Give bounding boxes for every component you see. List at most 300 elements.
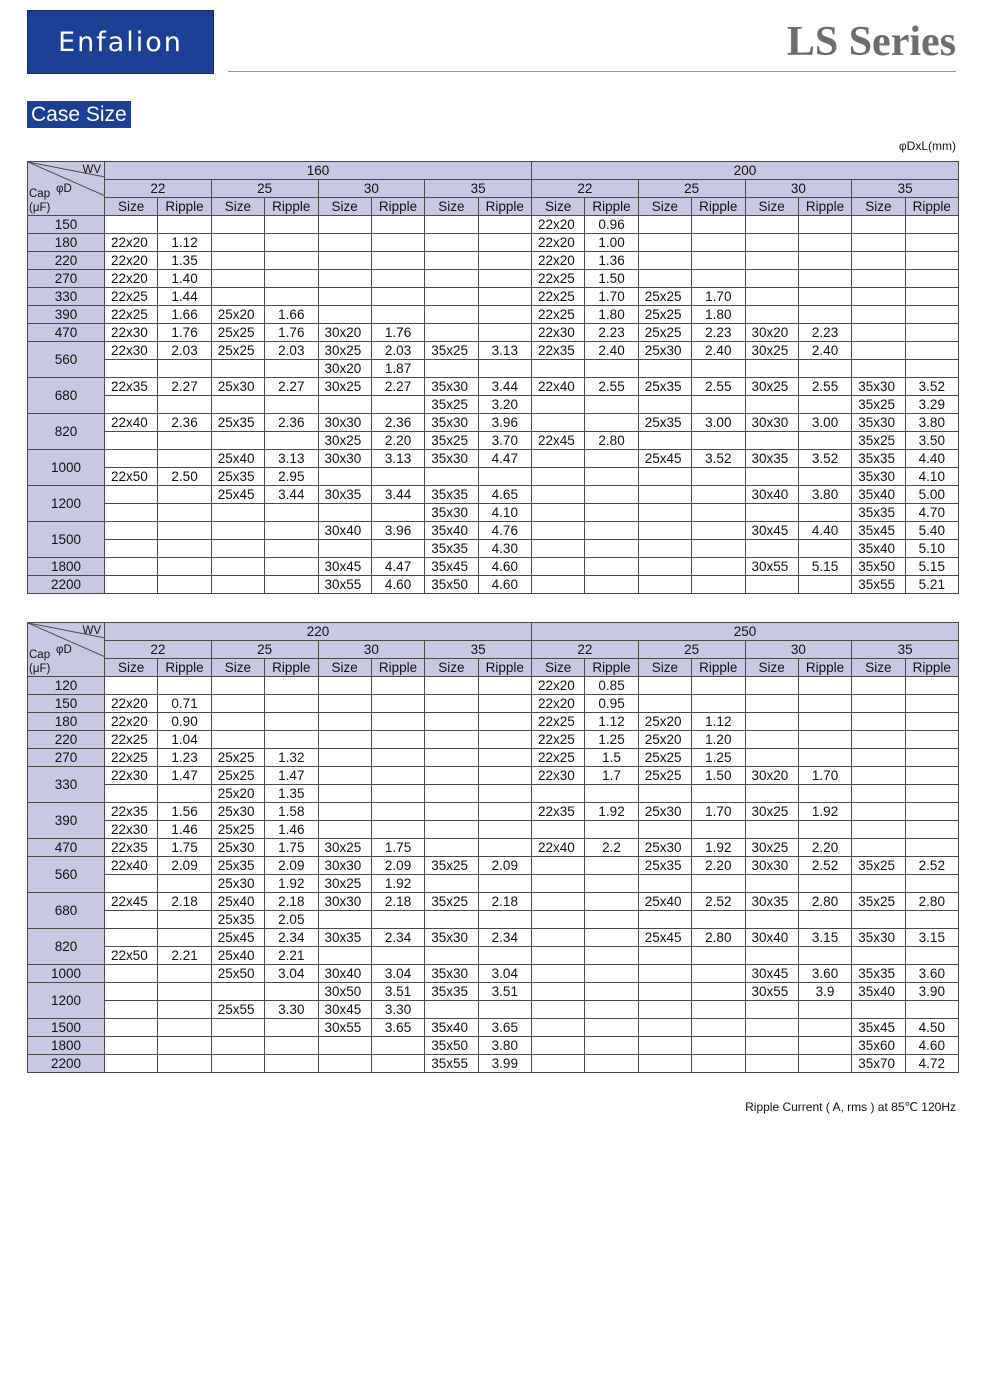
ripple-cell xyxy=(371,1037,424,1055)
ripple-cell xyxy=(585,468,638,486)
case-size-cell: 30x45 xyxy=(745,965,798,983)
case-size-cell: 35x25 xyxy=(425,342,478,360)
ripple-cell: 0.90 xyxy=(158,713,211,731)
case-size-cell: 22x25 xyxy=(105,288,158,306)
case-size-cell: 35x55 xyxy=(852,576,905,594)
case-size-cell xyxy=(852,803,905,821)
case-size-cell: 25x25 xyxy=(211,749,264,767)
case-size-cell xyxy=(318,396,371,414)
ripple-cell xyxy=(371,540,424,558)
case-size-cell: 22x25 xyxy=(532,288,585,306)
ripple-cell: 3.96 xyxy=(478,414,531,432)
case-size-cell xyxy=(532,522,585,540)
ripple-cell xyxy=(158,450,211,468)
ripple-cell: 2.95 xyxy=(265,468,318,486)
case-size-cell xyxy=(318,713,371,731)
case-size-cell xyxy=(745,749,798,767)
case-size-cell: 25x30 xyxy=(638,839,691,857)
case-size-cell xyxy=(638,486,691,504)
ripple-cell: 1.46 xyxy=(265,821,318,839)
ripple-cell xyxy=(798,234,851,252)
case-size-cell xyxy=(318,749,371,767)
case-size-cell xyxy=(105,504,158,522)
case-size-cell: 35x30 xyxy=(852,929,905,947)
capacitance-cell: 390 xyxy=(28,803,105,839)
case-size-cell xyxy=(745,1037,798,1055)
ripple-cell: 4.40 xyxy=(905,450,958,468)
ripple-cell: 3.30 xyxy=(371,1001,424,1019)
table-row xyxy=(28,540,959,558)
ripple-cell: 1.46 xyxy=(158,821,211,839)
case-size-cell xyxy=(425,767,478,785)
case-size-cell: 30x30 xyxy=(745,414,798,432)
corner-unit-label: (μF) xyxy=(29,663,51,675)
ripple-cell xyxy=(585,983,638,1001)
case-size-cell xyxy=(532,1019,585,1037)
ripple-cell xyxy=(265,270,318,288)
case-size-cell xyxy=(638,504,691,522)
ripple-cell: 2.52 xyxy=(692,893,745,911)
case-size-cell xyxy=(211,713,264,731)
header-divider xyxy=(228,71,956,72)
ripple-cell xyxy=(478,911,531,929)
case-size-cell: 25x20 xyxy=(211,306,264,324)
ripple-cell: 3.15 xyxy=(905,929,958,947)
ripple-cell: 2.80 xyxy=(585,432,638,450)
ripple-cell: 5.00 xyxy=(905,486,958,504)
case-size-cell xyxy=(532,893,585,911)
ripple-cell xyxy=(158,486,211,504)
size-column-header: Size xyxy=(425,198,478,216)
ripple-cell xyxy=(478,785,531,803)
ripple-cell xyxy=(478,252,531,270)
capacitance-cell: 680 xyxy=(28,893,105,929)
case-size-cell xyxy=(211,216,264,234)
ripple-cell xyxy=(905,270,958,288)
case-size-cell: 22x25 xyxy=(105,731,158,749)
case-size-cell xyxy=(425,749,478,767)
case-size-cell xyxy=(852,677,905,695)
case-size-cell xyxy=(105,1055,158,1073)
ripple-cell xyxy=(478,234,531,252)
case-size-cell xyxy=(425,695,478,713)
case-size-cell xyxy=(638,558,691,576)
ripple-cell xyxy=(798,749,851,767)
case-size-cell: 22x25 xyxy=(105,306,158,324)
case-size-cell xyxy=(105,540,158,558)
table-row xyxy=(28,731,959,749)
case-size-cell: 22x20 xyxy=(532,695,585,713)
case-size-cell xyxy=(852,767,905,785)
case-size-cell xyxy=(318,234,371,252)
ripple-cell xyxy=(905,324,958,342)
ripple-column-header: Ripple xyxy=(371,659,424,677)
case-size-cell: 22x30 xyxy=(105,324,158,342)
case-size-cell xyxy=(105,396,158,414)
ripple-cell: 1.23 xyxy=(158,749,211,767)
case-size-cell: 30x40 xyxy=(745,929,798,947)
ripple-cell xyxy=(692,821,745,839)
ripple-cell xyxy=(905,677,958,695)
case-size-cell xyxy=(318,1055,371,1073)
ripple-cell xyxy=(585,522,638,540)
capacitance-cell: 680 xyxy=(28,378,105,414)
ripple-cell: 2.55 xyxy=(798,378,851,396)
case-size-cell xyxy=(105,450,158,468)
ripple-cell xyxy=(692,576,745,594)
diameter-header: 25 xyxy=(638,180,745,198)
ripple-cell xyxy=(692,785,745,803)
ripple-cell: 2.18 xyxy=(371,893,424,911)
ripple-cell xyxy=(692,468,745,486)
table-row xyxy=(28,414,959,432)
case-size-cell xyxy=(105,360,158,378)
size-column-header: Size xyxy=(318,198,371,216)
case-size-cell xyxy=(745,540,798,558)
ripple-cell: 2.09 xyxy=(371,857,424,875)
ripple-cell: 1.12 xyxy=(585,713,638,731)
case-size-cell: 35x45 xyxy=(852,1019,905,1037)
case-size-cell: 35x25 xyxy=(852,857,905,875)
table-row xyxy=(28,522,959,540)
ripple-cell: 1.70 xyxy=(798,767,851,785)
capacitance-cell: 180 xyxy=(28,234,105,252)
case-size-cell: 30x35 xyxy=(745,450,798,468)
ripple-cell xyxy=(158,929,211,947)
case-size-cell: 35x30 xyxy=(425,450,478,468)
ripple-cell: 1.76 xyxy=(158,324,211,342)
ripple-cell: 2.40 xyxy=(585,342,638,360)
case-size-cell xyxy=(638,1037,691,1055)
case-size-cell xyxy=(211,983,264,1001)
table-row xyxy=(28,911,959,929)
section-title: Case Size xyxy=(27,101,131,128)
ripple-cell xyxy=(798,1001,851,1019)
table-row xyxy=(28,983,959,1001)
case-size-cell: 22x25 xyxy=(532,749,585,767)
case-size-cell xyxy=(745,677,798,695)
case-size-cell xyxy=(852,324,905,342)
case-size-cell xyxy=(211,432,264,450)
case-size-cell xyxy=(745,875,798,893)
case-size-cell: 25x45 xyxy=(211,486,264,504)
brand-logo-text: Enfalion xyxy=(58,26,183,58)
ripple-cell xyxy=(265,360,318,378)
ripple-cell: 2.21 xyxy=(158,947,211,965)
table-row xyxy=(28,486,959,504)
case-size-cell xyxy=(211,252,264,270)
case-size-cell xyxy=(532,468,585,486)
ripple-cell xyxy=(371,252,424,270)
ripple-cell xyxy=(265,713,318,731)
ripple-cell xyxy=(798,216,851,234)
capacitance-cell: 270 xyxy=(28,270,105,288)
ripple-cell: 3.80 xyxy=(905,414,958,432)
ripple-cell: 1.12 xyxy=(158,234,211,252)
ripple-cell: 1.44 xyxy=(158,288,211,306)
size-column-header: Size xyxy=(318,659,371,677)
ripple-cell xyxy=(478,767,531,785)
capacitance-cell: 820 xyxy=(28,929,105,965)
ripple-cell xyxy=(265,731,318,749)
case-size-cell xyxy=(105,983,158,1001)
ripple-cell xyxy=(158,396,211,414)
ripple-cell: 1.92 xyxy=(692,839,745,857)
ripple-cell: 3.65 xyxy=(478,1019,531,1037)
case-size-cell: 35x35 xyxy=(425,540,478,558)
table-row xyxy=(28,234,959,252)
case-size-cell: 22x50 xyxy=(105,947,158,965)
ripple-cell xyxy=(692,911,745,929)
case-size-cell xyxy=(532,450,585,468)
ripple-cell: 1.92 xyxy=(585,803,638,821)
ripple-cell: 1.75 xyxy=(158,839,211,857)
ripple-cell xyxy=(798,468,851,486)
table-row xyxy=(28,713,959,731)
case-size-cell: 25x35 xyxy=(211,911,264,929)
case-size-cell xyxy=(105,1019,158,1037)
ripple-cell: 2.18 xyxy=(478,893,531,911)
capacitance-cell: 2200 xyxy=(28,576,105,594)
ripple-cell: 4.10 xyxy=(478,504,531,522)
ripple-cell: 3.15 xyxy=(798,929,851,947)
table-row xyxy=(28,504,959,522)
case-size-cell xyxy=(105,875,158,893)
ripple-cell xyxy=(158,522,211,540)
ripple-cell xyxy=(905,342,958,360)
ripple-cell xyxy=(798,540,851,558)
ripple-cell xyxy=(905,306,958,324)
case-size-cell xyxy=(425,270,478,288)
case-size-cell: 25x55 xyxy=(211,1001,264,1019)
ripple-cell xyxy=(585,558,638,576)
case-size-cell xyxy=(425,252,478,270)
ripple-cell xyxy=(158,540,211,558)
ripple-cell xyxy=(158,576,211,594)
ripple-cell xyxy=(692,396,745,414)
ripple-cell xyxy=(478,821,531,839)
ripple-cell: 1.7 xyxy=(585,767,638,785)
ripple-cell: 4.40 xyxy=(798,522,851,540)
case-size-cell: 22x35 xyxy=(105,803,158,821)
ripple-cell xyxy=(585,875,638,893)
ripple-cell xyxy=(265,677,318,695)
ripple-column-header: Ripple xyxy=(798,198,851,216)
case-size-cell xyxy=(745,911,798,929)
ripple-cell xyxy=(478,713,531,731)
case-size-cell: 35x40 xyxy=(852,983,905,1001)
case-size-cell: 22x20 xyxy=(532,234,585,252)
case-size-cell xyxy=(105,486,158,504)
table-row xyxy=(28,324,959,342)
case-size-cell: 35x35 xyxy=(852,450,905,468)
case-size-cell xyxy=(638,965,691,983)
capacitance-cell: 270 xyxy=(28,749,105,767)
table-row xyxy=(28,468,959,486)
ripple-cell: 4.70 xyxy=(905,504,958,522)
case-size-cell: 25x30 xyxy=(638,803,691,821)
case-size-cell: 35x25 xyxy=(852,396,905,414)
capacitance-cell: 1500 xyxy=(28,1019,105,1037)
case-size-cell: 25x35 xyxy=(211,468,264,486)
ripple-cell xyxy=(905,785,958,803)
case-size-cell: 22x25 xyxy=(532,306,585,324)
case-size-cell: 30x35 xyxy=(318,486,371,504)
ripple-cell xyxy=(692,1019,745,1037)
case-size-cell: 35x50 xyxy=(425,576,478,594)
ripple-cell xyxy=(692,504,745,522)
case-size-cell: 22x45 xyxy=(105,893,158,911)
diameter-header: 30 xyxy=(745,180,852,198)
ripple-cell xyxy=(798,1019,851,1037)
corner-unit-label: (μF) xyxy=(29,202,51,214)
ripple-cell: 2.18 xyxy=(265,893,318,911)
case-size-cell xyxy=(638,785,691,803)
case-size-cell xyxy=(105,929,158,947)
case-size-cell xyxy=(852,306,905,324)
ripple-cell: 2.55 xyxy=(585,378,638,396)
ripple-cell xyxy=(692,540,745,558)
ripple-cell xyxy=(905,216,958,234)
ripple-cell: 1.00 xyxy=(585,234,638,252)
case-size-cell: 30x25 xyxy=(745,378,798,396)
case-size-cell: 22x30 xyxy=(105,767,158,785)
table-row xyxy=(28,252,959,270)
ripple-cell xyxy=(478,306,531,324)
ripple-cell: 2.03 xyxy=(265,342,318,360)
ripple-cell xyxy=(265,1037,318,1055)
case-size-cell xyxy=(638,432,691,450)
case-size-cell xyxy=(532,983,585,1001)
case-size-cell: 22x50 xyxy=(105,468,158,486)
case-size-cell xyxy=(852,288,905,306)
ripple-cell: 2.36 xyxy=(158,414,211,432)
case-size-cell xyxy=(105,677,158,695)
case-size-cell xyxy=(318,270,371,288)
case-size-cell: 25x20 xyxy=(638,713,691,731)
ripple-cell: 2.80 xyxy=(692,929,745,947)
case-size-cell: 30x45 xyxy=(745,522,798,540)
ripple-cell xyxy=(371,821,424,839)
ripple-cell xyxy=(585,414,638,432)
case-size-cell: 25x35 xyxy=(638,857,691,875)
case-size-cell: 30x25 xyxy=(318,342,371,360)
table-row xyxy=(28,270,959,288)
ripple-cell xyxy=(478,468,531,486)
case-size-cell xyxy=(211,1055,264,1073)
case-size-cell xyxy=(318,731,371,749)
ripple-cell xyxy=(265,216,318,234)
ripple-cell xyxy=(158,360,211,378)
case-size-cell: 35x30 xyxy=(852,378,905,396)
ripple-cell xyxy=(265,396,318,414)
case-size-cell: 30x40 xyxy=(745,486,798,504)
ripple-cell: 3.70 xyxy=(478,432,531,450)
ripple-cell: 2.23 xyxy=(585,324,638,342)
ripple-cell xyxy=(158,432,211,450)
case-size-cell: 30x20 xyxy=(745,767,798,785)
ripple-cell xyxy=(265,558,318,576)
case-size-cell xyxy=(425,875,478,893)
corner-cap-label: Cap xyxy=(29,188,51,200)
brand-logo xyxy=(27,10,214,74)
ripple-cell: 4.65 xyxy=(478,486,531,504)
table-row xyxy=(28,432,959,450)
ripple-column-header: Ripple xyxy=(585,198,638,216)
ripple-cell: 1.25 xyxy=(585,731,638,749)
ripple-cell: 1.12 xyxy=(692,713,745,731)
case-size-cell xyxy=(852,875,905,893)
case-size-cell xyxy=(852,342,905,360)
ripple-cell xyxy=(265,576,318,594)
voltage-header: 160 xyxy=(105,162,532,180)
diameter-header: 22 xyxy=(105,180,212,198)
ripple-cell: 2.03 xyxy=(371,342,424,360)
diameter-header: 35 xyxy=(425,641,532,659)
ripple-cell xyxy=(905,695,958,713)
case-size-cell: 30x30 xyxy=(318,893,371,911)
ripple-cell: 3.52 xyxy=(692,450,745,468)
table-corner-header xyxy=(28,162,105,216)
ripple-cell: 3.52 xyxy=(905,378,958,396)
case-size-cell xyxy=(425,731,478,749)
case-size-cell: 30x25 xyxy=(318,875,371,893)
case-size-cell xyxy=(211,695,264,713)
capacitance-cell: 1000 xyxy=(28,965,105,983)
ripple-cell xyxy=(798,252,851,270)
ripple-cell: 2.09 xyxy=(478,857,531,875)
case-size-cell: 25x45 xyxy=(638,929,691,947)
ripple-cell: 2.80 xyxy=(798,893,851,911)
ripple-cell xyxy=(585,576,638,594)
ripple-cell xyxy=(265,252,318,270)
ripple-cell xyxy=(265,983,318,1001)
case-size-cell: 35x55 xyxy=(425,1055,478,1073)
case-size-cell xyxy=(425,911,478,929)
ripple-cell xyxy=(478,270,531,288)
case-size-cell xyxy=(425,216,478,234)
size-column-header: Size xyxy=(638,198,691,216)
ripple-cell xyxy=(371,803,424,821)
case-size-cell: 25x25 xyxy=(638,288,691,306)
table-row xyxy=(28,839,959,857)
case-size-cell: 22x30 xyxy=(105,342,158,360)
ripple-cell xyxy=(265,1019,318,1037)
ripple-cell xyxy=(692,360,745,378)
ripple-cell xyxy=(905,360,958,378)
case-size-cell: 25x20 xyxy=(211,785,264,803)
ripple-cell: 2.05 xyxy=(265,911,318,929)
size-column-header: Size xyxy=(532,198,585,216)
case-size-cell xyxy=(638,947,691,965)
case-size-cell xyxy=(638,234,691,252)
case-size-cell xyxy=(745,947,798,965)
case-size-cell xyxy=(211,731,264,749)
case-size-cell: 25x30 xyxy=(638,342,691,360)
ripple-cell xyxy=(798,306,851,324)
case-size-cell xyxy=(425,803,478,821)
ripple-cell xyxy=(265,1055,318,1073)
case-size-cell: 22x45 xyxy=(532,432,585,450)
ripple-cell xyxy=(692,1001,745,1019)
case-size-cell: 30x35 xyxy=(745,893,798,911)
ripple-cell: 1.66 xyxy=(265,306,318,324)
case-size-cell: 22x35 xyxy=(532,803,585,821)
capacitance-cell: 390 xyxy=(28,306,105,324)
ripple-cell: 3.04 xyxy=(478,965,531,983)
case-size-cell: 25x35 xyxy=(638,414,691,432)
ripple-cell xyxy=(905,749,958,767)
